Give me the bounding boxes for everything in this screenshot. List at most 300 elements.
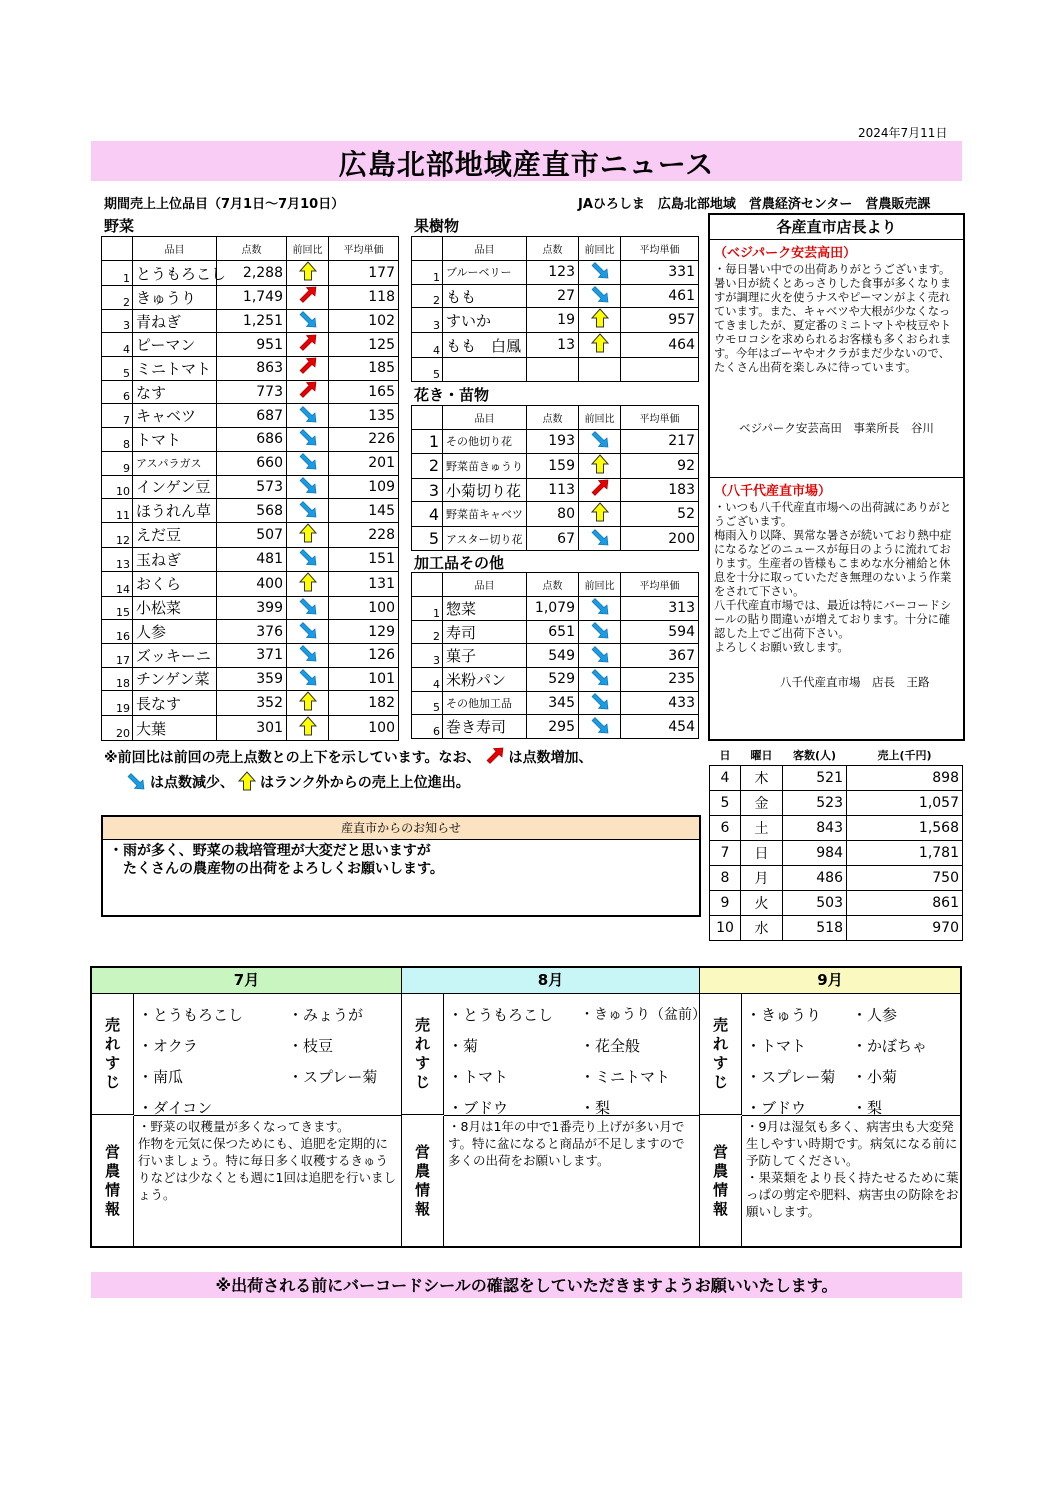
rank-number: 17 — [102, 643, 133, 667]
avg-price: 102 — [329, 309, 399, 333]
avg-price: 226 — [329, 428, 399, 452]
list-item: ・かぼちゃ — [852, 1037, 928, 1055]
store-signature: 八千代産直市場 店長 王路 — [780, 675, 930, 689]
table-row — [710, 891, 963, 916]
table-row — [412, 453, 699, 478]
item-count: 2,288 — [217, 261, 287, 286]
list-item: ・菊 — [448, 1037, 479, 1055]
list-item: ・梨 — [852, 1099, 883, 1117]
item-count — [527, 358, 579, 382]
table-row — [412, 597, 699, 621]
store-message-body: ・いつも八千代産直市場への出荷誠にありがとうございます。 梅雨入り以降、異常な暑さが続いており熱中症になるなどのニュースが毎日のように流れております。生産者の皆様もこまめな水分補給と休息を十分に取っていただき無理のないよう作業をされて下さい。 八千代産直市場では、最近は特にバーコードシールの貼り間違いが増えております。十分に確認した上でご出荷下さい。 よろしくお願い致します。 — [714, 501, 952, 654]
avg-price: 182 — [329, 691, 399, 716]
item-name: ほうれん草 — [133, 499, 217, 523]
table-row — [102, 667, 399, 691]
item-name: ズッキーニ — [133, 643, 217, 667]
sales-amount: 1,057 — [847, 791, 963, 816]
fruits-table — [411, 236, 699, 382]
empty-cell — [579, 358, 621, 382]
table-row — [710, 841, 963, 866]
table-row — [102, 451, 399, 475]
table-row — [102, 261, 399, 286]
item-name: 野菜苗きゅうり — [443, 453, 527, 478]
rank-number: 3 — [102, 309, 133, 333]
table-row — [412, 527, 699, 551]
rank-number: 5 — [412, 358, 443, 382]
increase-arrow-icon — [485, 753, 505, 769]
col-weekday: 曜日 — [741, 745, 783, 766]
day: 9 — [710, 891, 741, 916]
customer-count: 843 — [783, 816, 847, 841]
item-name: もも 白鳳 — [443, 333, 527, 358]
customer-count: 518 — [783, 916, 847, 941]
month-col-8 — [402, 968, 706, 1246]
table-row — [102, 357, 399, 381]
rank-number: 2 — [412, 284, 443, 308]
avg-price: 461 — [621, 284, 699, 308]
up-arrow-icon — [287, 522, 329, 547]
table-row — [412, 478, 699, 502]
item-name: きゅうり — [133, 286, 217, 310]
rank-number: 6 — [412, 715, 443, 739]
rank-number: 5 — [102, 357, 133, 381]
decrease-arrow-icon — [579, 620, 621, 644]
item-name: 巻き寿司 — [443, 715, 527, 739]
customer-count: 503 — [783, 891, 847, 916]
col-item: 品目 — [443, 573, 527, 597]
divider — [444, 1115, 699, 1116]
item-name: トマト — [133, 428, 217, 452]
rank-number: 5 — [412, 691, 443, 715]
table-row — [102, 596, 399, 620]
weekday: 土 — [741, 816, 783, 841]
flowers-label: 花き・苗物 — [414, 386, 490, 404]
list-item: ・トマト — [746, 1037, 807, 1055]
col-count: 点数 — [217, 237, 287, 261]
item-name: その他加工品 — [443, 691, 527, 715]
item-name: 菓子 — [443, 644, 527, 668]
item-name: アスパラガス — [133, 451, 217, 475]
store-signature: ベジパーク安芸高田 事業所長 谷川 — [739, 421, 934, 435]
item-name: ミニトマト — [133, 357, 217, 381]
col-count: 点数 — [527, 406, 579, 430]
increase-arrow-icon — [287, 286, 329, 310]
col-compare: 前回比 — [579, 237, 621, 261]
avg-price: 454 — [621, 715, 699, 739]
up-arrow-icon — [579, 502, 621, 527]
increase-arrow-icon — [287, 333, 329, 357]
table-row — [102, 309, 399, 333]
item-count: 573 — [217, 475, 287, 499]
table-row — [710, 866, 963, 891]
decrease-arrow-icon — [579, 284, 621, 308]
table-row — [412, 691, 699, 715]
item-count: 159 — [527, 453, 579, 478]
store-messages — [708, 213, 965, 741]
item-count: 352 — [217, 691, 287, 716]
weekday: 日 — [741, 841, 783, 866]
customer-count: 523 — [783, 791, 847, 816]
organization-label: JAひろしま 広島北部地域 営農経済センター 営農販売課 — [578, 197, 931, 212]
monthly-guide — [90, 966, 962, 1248]
decrease-arrow-icon — [579, 668, 621, 692]
list-item: ・梨 — [580, 1099, 611, 1117]
list-item: ・ダイコン — [138, 1099, 213, 1117]
decrease-arrow-icon — [287, 475, 329, 499]
customer-count: 521 — [783, 766, 847, 791]
decrease-arrow-icon — [287, 620, 329, 644]
avg-price: 101 — [329, 667, 399, 691]
customer-table — [709, 745, 963, 941]
rank-number: 1 — [102, 261, 133, 286]
decrease-arrow-icon — [287, 309, 329, 333]
farming-info: ・野菜の収穫量が多くなってきます。 作物を元気に保つためにも、追肥を定期的に行いましょう。特に毎日多く収穫するきゅうりなどは少なくとも週に1回は追肥を行いましょう。 — [138, 1119, 396, 1202]
col-compare: 前回比 — [287, 237, 329, 261]
list-item: ・オクラ — [138, 1037, 198, 1055]
table-row — [412, 308, 699, 333]
weekday: 水 — [741, 916, 783, 941]
col-avg: 平均単価 — [621, 573, 699, 597]
col-item: 品目 — [443, 237, 527, 261]
avg-price: 135 — [329, 404, 399, 428]
item-count: 400 — [217, 571, 287, 596]
rank-number: 14 — [102, 571, 133, 596]
item-name: ピーマン — [133, 333, 217, 357]
table-row — [412, 284, 699, 308]
footer-notice: ※出荷される前にバーコードシールの確認をしていただきますようお願いいたします。 — [215, 1276, 838, 1295]
table-row — [710, 766, 963, 791]
rank-number: 18 — [102, 667, 133, 691]
increase-arrow-icon — [579, 478, 621, 502]
col-count: 点数 — [527, 573, 579, 597]
item-count: 301 — [217, 716, 287, 741]
avg-price: 92 — [621, 453, 699, 478]
rank-number: 4 — [102, 333, 133, 357]
rank-number: 20 — [102, 716, 133, 741]
month-col-7 — [92, 968, 402, 1246]
table-row — [412, 715, 699, 739]
month-col-9 — [700, 968, 960, 1246]
avg-price: 464 — [621, 333, 699, 358]
decrease-arrow-icon — [287, 547, 329, 571]
list-item: ・とうもろこし — [448, 1006, 554, 1024]
avg-price: 201 — [329, 451, 399, 475]
item-count: 1,749 — [217, 286, 287, 310]
list-item: ・スプレー菊 — [288, 1068, 378, 1086]
table-row — [102, 286, 399, 310]
store-messages-heading: 各産直市店長より — [710, 215, 963, 240]
item-name: 惣菜 — [443, 597, 527, 621]
avg-price: 433 — [621, 691, 699, 715]
rank-up-arrow-icon — [238, 779, 256, 795]
day: 7 — [710, 841, 741, 866]
table-row — [412, 620, 699, 644]
store-message-body: ・毎日暑い中での出荷ありがとうございます。暑い日が続くとあっさりした食事が多くなりますが調理に火を使うナスやピーマンがよく売れています。また、キャベツや大根が少なくなってきましたが、夏定番のミニトマトや枝豆やトウモロコシを求められるお客様も多くおられます。今年はゴーヤやオクラがまだ少ないので、たくさん出荷を楽しみに待っています。 — [714, 263, 952, 374]
day: 8 — [710, 866, 741, 891]
item-count: 507 — [217, 522, 287, 547]
item-count: 67 — [527, 527, 579, 551]
item-count: 80 — [527, 502, 579, 527]
rank-number: 4 — [412, 333, 443, 358]
item-count: 123 — [527, 261, 579, 285]
col-no — [412, 237, 443, 261]
rank-number: 2 — [412, 620, 443, 644]
avg-price — [621, 358, 699, 382]
issue-date: 2024年7月11日 — [858, 126, 948, 140]
avg-price: 235 — [621, 668, 699, 692]
store-message-yachiyo — [710, 478, 963, 737]
decrease-arrow-icon — [287, 667, 329, 691]
table-row — [412, 644, 699, 668]
store-name: （八千代産直市場） — [714, 484, 832, 499]
month-heading: 8月 — [402, 968, 699, 994]
table-row — [412, 261, 699, 285]
sell-items-2 — [580, 1000, 706, 1124]
avg-price: 145 — [329, 499, 399, 523]
table-row — [102, 428, 399, 452]
decrease-arrow-icon — [579, 597, 621, 621]
avg-price: 367 — [621, 644, 699, 668]
up-arrow-icon — [579, 333, 621, 358]
info-label: 営農情報 — [92, 1116, 134, 1246]
decrease-arrow-icon — [579, 691, 621, 715]
table-row — [102, 620, 399, 644]
item-count: 549 — [527, 644, 579, 668]
info-label: 営農情報 — [402, 1116, 444, 1246]
avg-price: 126 — [329, 643, 399, 667]
item-name: おくら — [133, 571, 217, 596]
table-row — [710, 916, 963, 941]
decrease-arrow-icon — [579, 430, 621, 454]
item-count: 660 — [217, 451, 287, 475]
item-name: 米粉パン — [443, 668, 527, 692]
processed-label: 加工品その他 — [414, 554, 505, 572]
decrease-arrow-icon — [579, 644, 621, 668]
item-count: 529 — [527, 668, 579, 692]
list-item: ・枝豆 — [288, 1037, 334, 1055]
sales-amount: 1,568 — [847, 816, 963, 841]
info-label: 営農情報 — [700, 1116, 742, 1246]
sales-amount: 970 — [847, 916, 963, 941]
col-sales: 売上(千円) — [847, 745, 963, 766]
sales-amount: 898 — [847, 766, 963, 791]
table-row — [412, 668, 699, 692]
legend-line-2 — [122, 771, 470, 795]
up-arrow-icon — [579, 453, 621, 478]
col-no — [102, 237, 133, 261]
list-item: ・ブドウ — [448, 1099, 509, 1117]
avg-price: 185 — [329, 357, 399, 381]
item-name: 長なす — [133, 691, 217, 716]
table-row — [102, 380, 399, 404]
item-name: キャベツ — [133, 404, 217, 428]
item-name: アスター切り花 — [443, 527, 527, 551]
rank-number: 7 — [102, 404, 133, 428]
sell-items — [138, 1000, 243, 1124]
decrease-arrow-icon — [287, 451, 329, 475]
up-arrow-icon — [287, 571, 329, 596]
col-count: 点数 — [527, 237, 579, 261]
col-no — [412, 573, 443, 597]
avg-price: 957 — [621, 308, 699, 333]
increase-arrow-icon — [287, 380, 329, 404]
item-name: 小松菜 — [133, 596, 217, 620]
list-item: ・とうもろこし — [138, 1006, 244, 1024]
rank-number: 6 — [102, 380, 133, 404]
item-name: 小菊切り花 — [443, 478, 527, 502]
flowers-table — [411, 405, 699, 551]
item-count: 376 — [217, 620, 287, 644]
sell-items-2 — [288, 1000, 377, 1093]
list-item: ・みょうが — [288, 1006, 364, 1024]
farming-info: ・9月は湿気も多く、病害虫も大変発生しやすい時期です。病気になる前に予防してください。 ・果菜類をより長く持たせるために葉っぱの剪定や肥料、病害虫の防除をお願いします。 — [746, 1119, 959, 1219]
rank-number: 9 — [102, 451, 133, 475]
rank-number: 3 — [412, 478, 443, 502]
decrease-arrow-icon — [287, 404, 329, 428]
rank-number: 5 — [412, 527, 443, 551]
decrease-arrow-icon — [287, 596, 329, 620]
notice-heading: 産直市からのお知らせ — [103, 817, 699, 840]
col-item: 品目 — [133, 237, 217, 261]
item-name: もも — [443, 284, 527, 308]
sales-amount: 861 — [847, 891, 963, 916]
item-name: なす — [133, 380, 217, 404]
legend-text: は点数減少、 — [150, 775, 234, 791]
farming-info: ・8月は1年の中で1番売り上げが多い月です。特に盆になると商品が不足しますので多くの出荷をお願いします。 — [448, 1119, 685, 1168]
avg-price: 177 — [329, 261, 399, 286]
decrease-arrow-icon — [579, 527, 621, 551]
avg-price: 594 — [621, 620, 699, 644]
col-no — [412, 406, 443, 430]
table-row — [412, 333, 699, 358]
avg-price: 331 — [621, 261, 699, 285]
rank-number: 10 — [102, 475, 133, 499]
item-count: 651 — [527, 620, 579, 644]
decrease-arrow-icon — [287, 428, 329, 452]
item-name: ブルーベリー — [443, 261, 527, 285]
item-name: その他切り花 — [443, 430, 527, 454]
list-item: ・南瓜 — [138, 1068, 184, 1086]
item-name: 大葉 — [133, 716, 217, 741]
item-count: 568 — [217, 499, 287, 523]
col-compare: 前回比 — [579, 573, 621, 597]
weekday: 月 — [741, 866, 783, 891]
rank-number: 19 — [102, 691, 133, 716]
table-row — [412, 502, 699, 527]
weekday: 金 — [741, 791, 783, 816]
day: 5 — [710, 791, 741, 816]
up-arrow-icon — [287, 716, 329, 741]
avg-price: 165 — [329, 380, 399, 404]
col-day: 日 — [710, 745, 741, 766]
avg-price: 125 — [329, 333, 399, 357]
notice-box — [101, 815, 701, 917]
avg-price: 217 — [621, 430, 699, 454]
fruits-label: 果樹物 — [414, 217, 460, 235]
item-count: 687 — [217, 404, 287, 428]
table-row — [710, 791, 963, 816]
decrease-arrow-icon — [126, 778, 146, 794]
table-row — [102, 475, 399, 499]
item-name: えだ豆 — [133, 522, 217, 547]
month-heading: 7月 — [92, 968, 401, 994]
item-count: 295 — [527, 715, 579, 739]
item-count: 686 — [217, 428, 287, 452]
sales-amount: 1,781 — [847, 841, 963, 866]
rank-number: 4 — [412, 502, 443, 527]
table-row — [102, 499, 399, 523]
sell-label: 売れすじ — [402, 994, 444, 1115]
customer-count: 984 — [783, 841, 847, 866]
legend-text: は点数増加、 — [508, 750, 593, 766]
decrease-arrow-icon — [287, 499, 329, 523]
sales-amount: 750 — [847, 866, 963, 891]
day: 4 — [710, 766, 741, 791]
rank-number: 1 — [412, 261, 443, 285]
item-name: 青ねぎ — [133, 309, 217, 333]
weekday: 木 — [741, 766, 783, 791]
rank-number: 15 — [102, 596, 133, 620]
item-count: 359 — [217, 667, 287, 691]
sell-items — [746, 1000, 835, 1124]
table-row — [412, 430, 699, 454]
avg-price: 131 — [329, 571, 399, 596]
list-item: ・スプレー菊 — [746, 1068, 836, 1086]
rank-number: 12 — [102, 522, 133, 547]
item-name: 玉ねぎ — [133, 547, 217, 571]
list-item: ・きゅうり（盆前） — [580, 1007, 706, 1023]
item-name: 寿司 — [443, 620, 527, 644]
sell-items-2 — [852, 1000, 927, 1124]
avg-price: 100 — [329, 716, 399, 741]
item-name: 人参 — [133, 620, 217, 644]
table-row — [102, 643, 399, 667]
item-count: 113 — [527, 478, 579, 502]
weekday: 火 — [741, 891, 783, 916]
vegetables-label: 野菜 — [104, 217, 135, 235]
up-arrow-icon — [287, 261, 329, 286]
table-row — [710, 816, 963, 841]
item-name: インゲン豆 — [133, 475, 217, 499]
col-avg: 平均単価 — [621, 406, 699, 430]
notice-text: ・雨が多く、野菜の栽培管理が大変だと思いますが たくさんの農産物の出荷をよろしくお願いします。 — [109, 843, 444, 877]
rank-number: 11 — [102, 499, 133, 523]
item-name — [443, 358, 527, 382]
item-count: 399 — [217, 596, 287, 620]
sell-items — [448, 1000, 553, 1124]
item-count: 371 — [217, 643, 287, 667]
rank-number: 1 — [412, 597, 443, 621]
item-name: 野菜苗キャベツ — [443, 502, 527, 527]
table-row — [102, 716, 399, 741]
rank-number: 4 — [412, 668, 443, 692]
avg-price: 151 — [329, 547, 399, 571]
col-avg: 平均単価 — [621, 237, 699, 261]
item-count: 773 — [217, 380, 287, 404]
store-message-vegepark — [710, 240, 963, 478]
increase-arrow-icon — [287, 357, 329, 381]
rank-number: 1 — [412, 430, 443, 454]
rank-number: 8 — [102, 428, 133, 452]
rank-number: 2 — [102, 286, 133, 310]
page-title: 広島北部地域産直市ニュース — [338, 148, 715, 181]
col-customers: 客数(人) — [783, 745, 847, 766]
legend-text: はランク外からの売上上位進出。 — [260, 775, 470, 791]
item-count: 481 — [217, 547, 287, 571]
decrease-arrow-icon — [579, 261, 621, 285]
avg-price: 183 — [621, 478, 699, 502]
list-item: ・花全般 — [580, 1037, 641, 1055]
